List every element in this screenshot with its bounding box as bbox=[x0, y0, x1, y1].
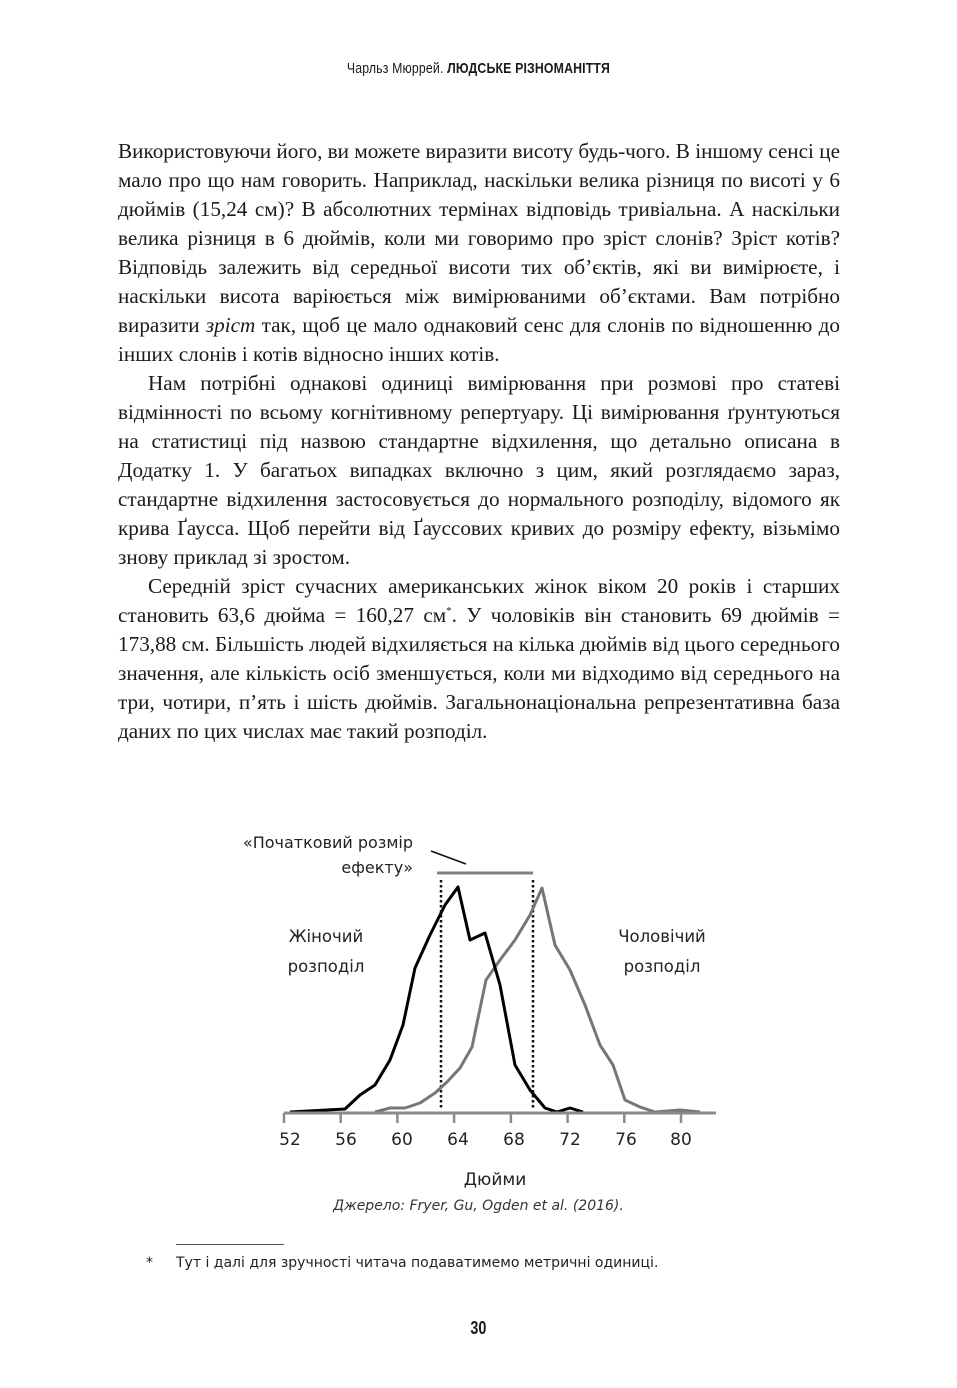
male-label-line1: Чоловічий bbox=[618, 927, 706, 946]
male-distribution-line bbox=[375, 888, 700, 1112]
female-label-line1: Жіночий bbox=[288, 927, 364, 946]
svg-text:52: 52 bbox=[279, 1130, 301, 1150]
effect-size-pointer bbox=[431, 851, 466, 864]
footnote bbox=[146, 1255, 846, 1271]
svg-text:80: 80 bbox=[670, 1130, 692, 1150]
svg-text:72: 72 bbox=[559, 1130, 581, 1150]
running-head-author: Чарльз Мюррей. bbox=[346, 60, 444, 77]
footnote-divider bbox=[176, 1244, 284, 1245]
svg-text:76: 76 bbox=[615, 1130, 637, 1150]
effect-size-label-line1: «Початковий розмір bbox=[242, 833, 413, 852]
effect-size-label-line2: ефекту» bbox=[341, 858, 413, 877]
x-tick-labels bbox=[279, 1130, 692, 1150]
running-head-book-title: ЛЮДСЬКЕ РІЗНОМАНІТТЯ bbox=[447, 60, 610, 77]
footnote-text: Тут і далі для зручності читача подаватимемо метричні одиниці. bbox=[176, 1255, 659, 1271]
svg-text:68: 68 bbox=[503, 1130, 525, 1150]
body-text bbox=[118, 137, 840, 746]
chart-source: Джерело: Fryer, Gu, Ogden et al. (2016). bbox=[333, 1198, 624, 1214]
footnote-reference[interactable]: * bbox=[446, 604, 452, 617]
italic-term: зріст bbox=[205, 313, 256, 337]
male-label-line2: розподіл bbox=[623, 957, 701, 976]
paragraph-3: Середній зріст сучасних американських жінок віком 20 років і старших становить 63,6 дюйма = 160,27 см*. У чоловіків він становить 69 дюймів = 173,88 см. Більшість людей відхиляється на кілька дюймів від цього середнього значення, але кількість осіб зменшується, коли ми відходимо від середнього на три, чотири, п’ять і шість дюймів. Загальнонаціональна репрезентативна база даних по цих числах має такий розподіл. bbox=[118, 574, 840, 743]
footnote-mark: * bbox=[146, 1255, 153, 1271]
paragraph-1: Використовуючи його, ви можете виразити висоту будь-чого. В іншому сенсі це мало про що нам говорить. Наприклад, наскільки велика різниця по висоті у 6 дюймів (15,24 см)? В абсолютних термінах відповідь тривіальна. А наскільки велика різниця в 6 дюймів, коли ми говоримо про зріст слонів? Зріст котів? Відповідь залежить від середньої висоти тих об’єктів, які ви вимірюєте, і наскільки висота варіюється між вимірюваними об’єктами. Вам потрібно виразити зріст так, щоб це мало однаковий сенс для слонів по відношенню до інших слонів і котів відносно інших котів. bbox=[118, 139, 840, 366]
running-head bbox=[86, 60, 871, 77]
svg-text:60: 60 bbox=[391, 1130, 413, 1150]
female-label-line2: розподіл bbox=[287, 957, 365, 976]
female-distribution-line bbox=[287, 887, 583, 1112]
paragraph-2: Нам потрібні однакові одиниці вимірювання при розмові про статеві відмінності по всьому когнітивному репертуару. Ці вимірювання ґрунтуються на статистиці під назвою стандартне відхилення, що детально описана в Додатку 1. У багатьох випадках включно з цим, який розглядаємо зараз, стандартне відхилення застосовується до нормального розподілу, відомого як крива Ґаусса. Щоб перейти від Ґауссових кривих до розміру ефекту, візьмімо знову приклад зі зростом. bbox=[118, 371, 840, 569]
x-axis-label: Дюйми bbox=[463, 1170, 527, 1190]
svg-text:64: 64 bbox=[447, 1130, 469, 1150]
svg-text:56: 56 bbox=[335, 1130, 357, 1150]
page-number: 30 bbox=[470, 1318, 487, 1338]
x-axis-ticks bbox=[284, 1113, 681, 1123]
